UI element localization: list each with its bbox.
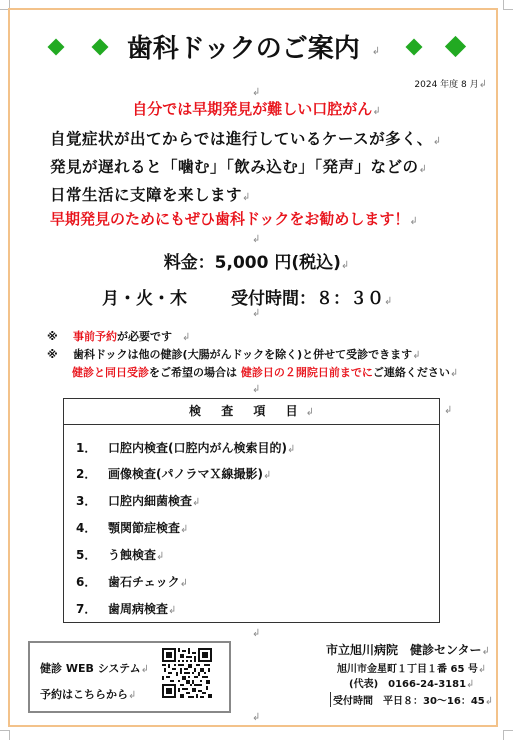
paragraph-mark-icon: ↲	[252, 234, 261, 245]
paragraph-mark-icon: ↲	[252, 628, 261, 639]
paragraph-mark-icon: ↲	[252, 712, 261, 723]
body-line-1: 自覚症状が出てからでは進行しているケースが多く、↲	[50, 130, 442, 148]
paragraph-mark-icon: ↲	[252, 384, 261, 395]
exam-item: 1． 口腔内検査(口腔内がん検索目的)↲	[76, 441, 296, 455]
hospital-address: 旭川市金星町１丁目１番 65 号↲	[337, 664, 487, 675]
crop-mark-bottom-left	[0, 730, 10, 740]
exam-item: 3． 口腔内細菌検査↲	[76, 494, 201, 508]
exam-item: 4． 顎関節症検査↲	[76, 521, 189, 535]
body-line-3: 日常生活に支障を来します↲	[50, 186, 251, 204]
page-title: 歯科ドックのご案内	[126, 34, 360, 64]
web-system-label: 健診 WEB システム↲	[40, 662, 149, 675]
exam-item: 6． 歯石チェック↲	[76, 575, 189, 589]
crop-mark-top-right	[503, 0, 513, 10]
lead-heading: 自分では早期発見が難しい口腔がん↲	[132, 100, 381, 118]
note-reservation: ※ 事前予約が必要です ↲	[47, 330, 191, 343]
exam-header: 検 査 項 目↲	[63, 398, 440, 425]
schedule-text: 月・火・木 受付時間：８：３０↲	[102, 289, 393, 309]
green-diamond-icon	[406, 38, 423, 55]
exam-item: 5． う蝕検査↲	[76, 548, 165, 562]
green-diamond-icon	[445, 36, 466, 57]
body-line-2: 発見が遅れると「噛む」「飲み込む」「発声」などの↲	[50, 158, 428, 176]
fee-text: 料金：5,000 円(税込)↲	[163, 253, 350, 273]
recommend-text: 早期発見のためにもぜひ歯科ドックをお勧めします！↲	[50, 210, 418, 228]
hospital-phone: (代表) 0166-24-3181↲	[349, 679, 475, 690]
exam-item: 2． 画像検査(パノラマＸ線撮影)↲	[76, 467, 272, 481]
qr-code-icon[interactable]	[162, 648, 212, 698]
note-combined: ※ 歯科ドックは他の健診(大腸がんドックを除く)と併せて受診できます↲	[47, 348, 421, 361]
green-diamond-icon	[47, 38, 64, 55]
hospital-hours: 受付時間 平日８：30～16：45↲	[330, 692, 493, 707]
paragraph-mark-icon: ↲	[444, 405, 453, 416]
year-label: 2024 年度 8 月↲	[414, 79, 487, 90]
paragraph-mark-icon: ↲	[371, 46, 381, 57]
days-label: 月・火・木	[102, 289, 187, 309]
web-reserve-label: 予約はこちらから↲	[40, 688, 137, 701]
title-row	[0, 28, 513, 65]
hospital-name: 市立旭川病院 健診センター↲	[326, 643, 490, 657]
reception-time: 受付時間：８：３０	[231, 289, 384, 309]
paragraph-mark-icon: ↲	[252, 87, 261, 98]
green-diamond-icon	[91, 38, 108, 55]
crop-mark-bottom-right	[503, 730, 513, 740]
note-same-day: 健診と同日受診をご希望の場合は 健診日の２開院日前までにご連絡ください↲	[72, 366, 459, 379]
exam-item: 7． 歯周病検査↲	[76, 602, 177, 616]
paragraph-mark-icon: ↲	[252, 308, 261, 319]
